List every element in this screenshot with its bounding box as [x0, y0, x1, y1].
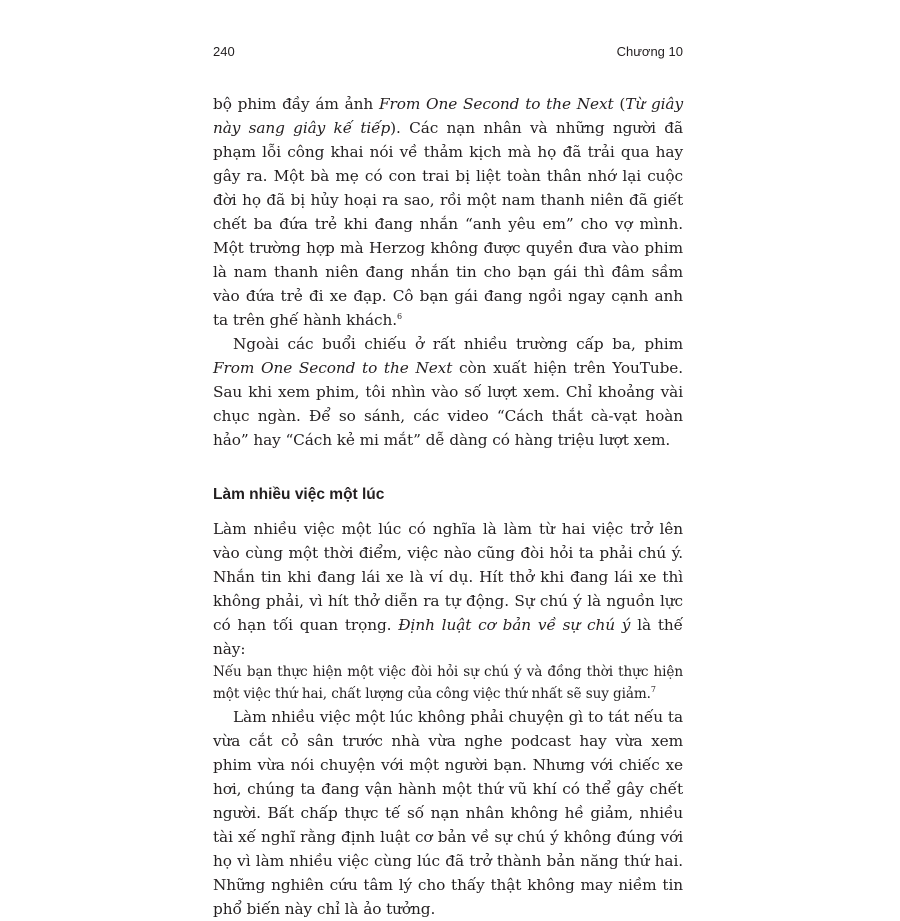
paragraph-1 [213, 92, 683, 332]
paragraph-4: Làm nhiều việc một lúc không phải chuyện gì to tát nếu ta vừa cắt cỏ sân trước nhà vừa nghe podcast hay vừa xem phim vừa nói chuyện với một người bạn. Nhưng với chiếc xe hơi, chúng ta đang vận hành một thứ vũ khí có thể gây chết người. Bất chấp thực tế số nạn nhân không hề giảm, nhiều tài xế nghĩ rằng định luật cơ bản về sự chú ý không đúng với họ vì làm nhiều việc cùng lúc đã trở thành bản năng thứ hai. Những nghiên cứu tâm lý cho thấy thật không may niềm tin phổ biến này chỉ là ảo tưởng. [213, 708, 683, 918]
running-header [213, 44, 683, 64]
p2-text-a: Ngoài các buổi chiếu ở rất nhiều trường cấp ba, phim [233, 335, 683, 353]
section-heading: Làm nhiều việc một lúc [213, 486, 385, 503]
p1-text-e: ). Các nạn nhân và những người đã phạm lỗi công khai nói về thảm kịch mà họ đã trải qua hay gây ra. Một bà mẹ có con trai bị liệt toàn thân nhớ lại cuộc đời họ đã bị hủy hoại ra sao, rồi một nam thanh niên đã giết chết ba đứa trẻ khi đang nhắn “anh yêu em” cho vợ mình. Một trường hợp mà Herzog không được quyền đưa vào phim là nam thanh niên đang nhắn tin cho bạn gái thì đâm sầm vào đứa trẻ đi xe đạp. Cô bạn gái đang ngồi ngay cạnh anh ta trên ghế hành khách. [213, 119, 683, 329]
paragraph-3 [213, 517, 683, 661]
footnote-7: 7 [650, 685, 656, 694]
p1-text-c: ( [613, 95, 626, 113]
p1-film-title-vi: Từ giây này sang giây kế tiếp [213, 95, 683, 137]
p2-text-c: còn xuất hiện trên YouTube. Sau khi xem phim, tôi nhìn vào số lượt xem. Chỉ khoảng vài chục ngàn. Để so sánh, các video “Cách thắt cà-vạt hoàn hảo” hay “Cách kẻ mi mắt” dễ dàng có hàng triệu lượt xem. [213, 359, 683, 449]
quote-text: Nếu bạn thực hiện một việc đòi hỏi sự chú ý và đồng thời thực hiện một việc thứ hai, chất lượng của công việc thứ nhất sẽ suy giảm. [213, 664, 683, 702]
p1-text-a: bộ phim đầy ám ảnh [213, 95, 379, 113]
page-body [213, 92, 683, 921]
footnote-6: 6 [397, 312, 403, 321]
p2-film-title: From One Second to the Next [213, 359, 453, 377]
paragraph-2 [213, 332, 683, 452]
p3-law-name: Định luật cơ bản về sự chú ý [398, 616, 631, 634]
chapter-title: Chương 10 [616, 44, 683, 59]
p3-text-c: là thế này: [213, 616, 683, 658]
p3-text-a: Làm nhiều việc một lúc có nghĩa là làm từ hai việc trở lên vào cùng một thời điểm, việc nào cũng đòi hỏi ta phải chú ý. Nhắn tin khi đang lái xe là ví dụ. Hít thở khi đang lái xe thì không phải, vì hít thở diễn ra tự động. Sự chú ý là nguồn lực có hạn tối quan trọng. [213, 520, 683, 634]
p1-film-title: From One Second to the Next [379, 95, 614, 113]
page-number: 240 [213, 44, 235, 59]
block-quote [213, 661, 683, 705]
